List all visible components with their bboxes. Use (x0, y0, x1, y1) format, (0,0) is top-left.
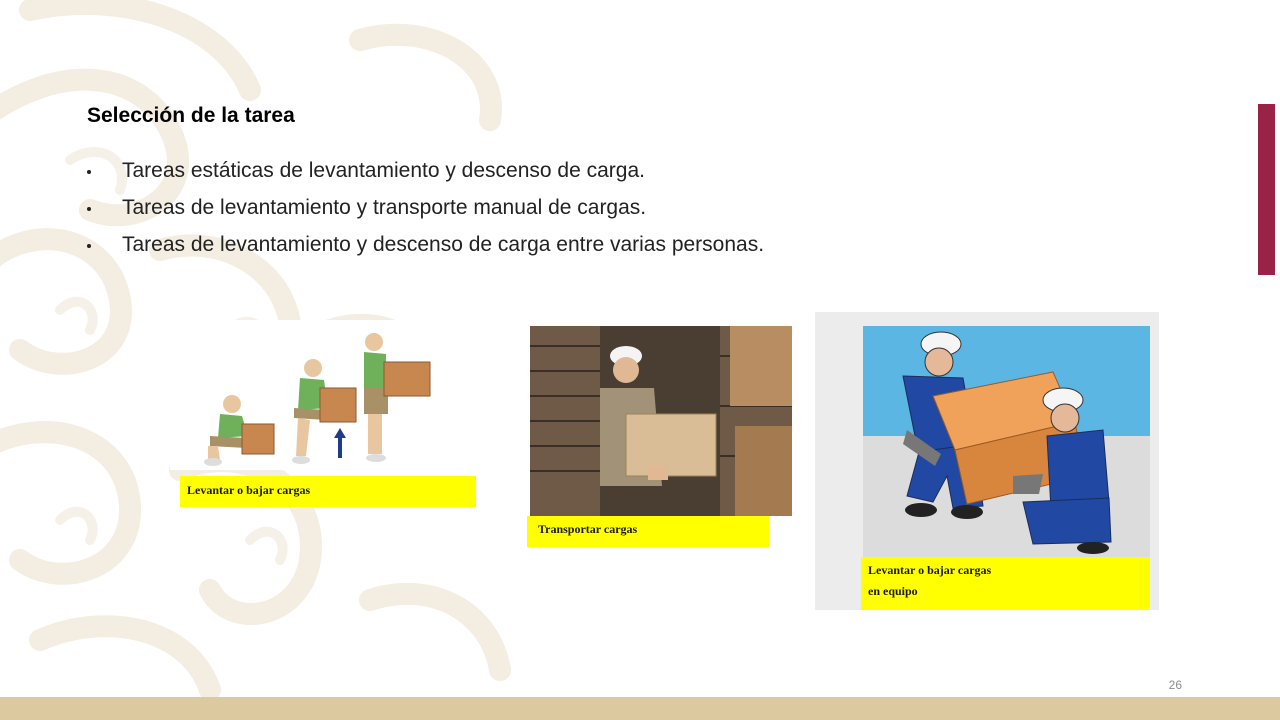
slide-title: Selección de la tarea (87, 104, 295, 127)
bullet-dot-icon (87, 244, 91, 248)
bullet-item (87, 156, 764, 193)
lifting-sequence-illustration (170, 320, 475, 470)
team-lifting-illustration (863, 326, 1150, 557)
bullet-dot-icon (87, 207, 91, 211)
bullet-item (87, 230, 764, 267)
accent-bar (1258, 104, 1275, 275)
caption-team-lift (861, 557, 1150, 610)
caption-text: Levantar o bajar cargas (187, 483, 311, 497)
bullet-text: Tareas estáticas de levantamiento y descenso de carga. (122, 159, 645, 182)
caption-transport (527, 516, 769, 547)
caption-text: Levantar o bajar cargas (868, 563, 992, 577)
page-number: 26 (1168, 678, 1182, 692)
bullet-list (87, 156, 764, 267)
bullet-dot-icon (87, 170, 91, 174)
worker-carrying-box-photo (530, 326, 792, 516)
bullet-item (87, 193, 764, 230)
caption-text: Transportar cargas (538, 522, 638, 536)
caption-lift-lower (180, 476, 476, 507)
footer-bar (0, 697, 1280, 720)
bullet-text: Tareas de levantamiento y transporte manual de cargas. (122, 196, 647, 219)
bullet-text: Tareas de levantamiento y descenso de carga entre varias personas. (122, 233, 765, 256)
caption-text: en equipo (868, 584, 918, 598)
